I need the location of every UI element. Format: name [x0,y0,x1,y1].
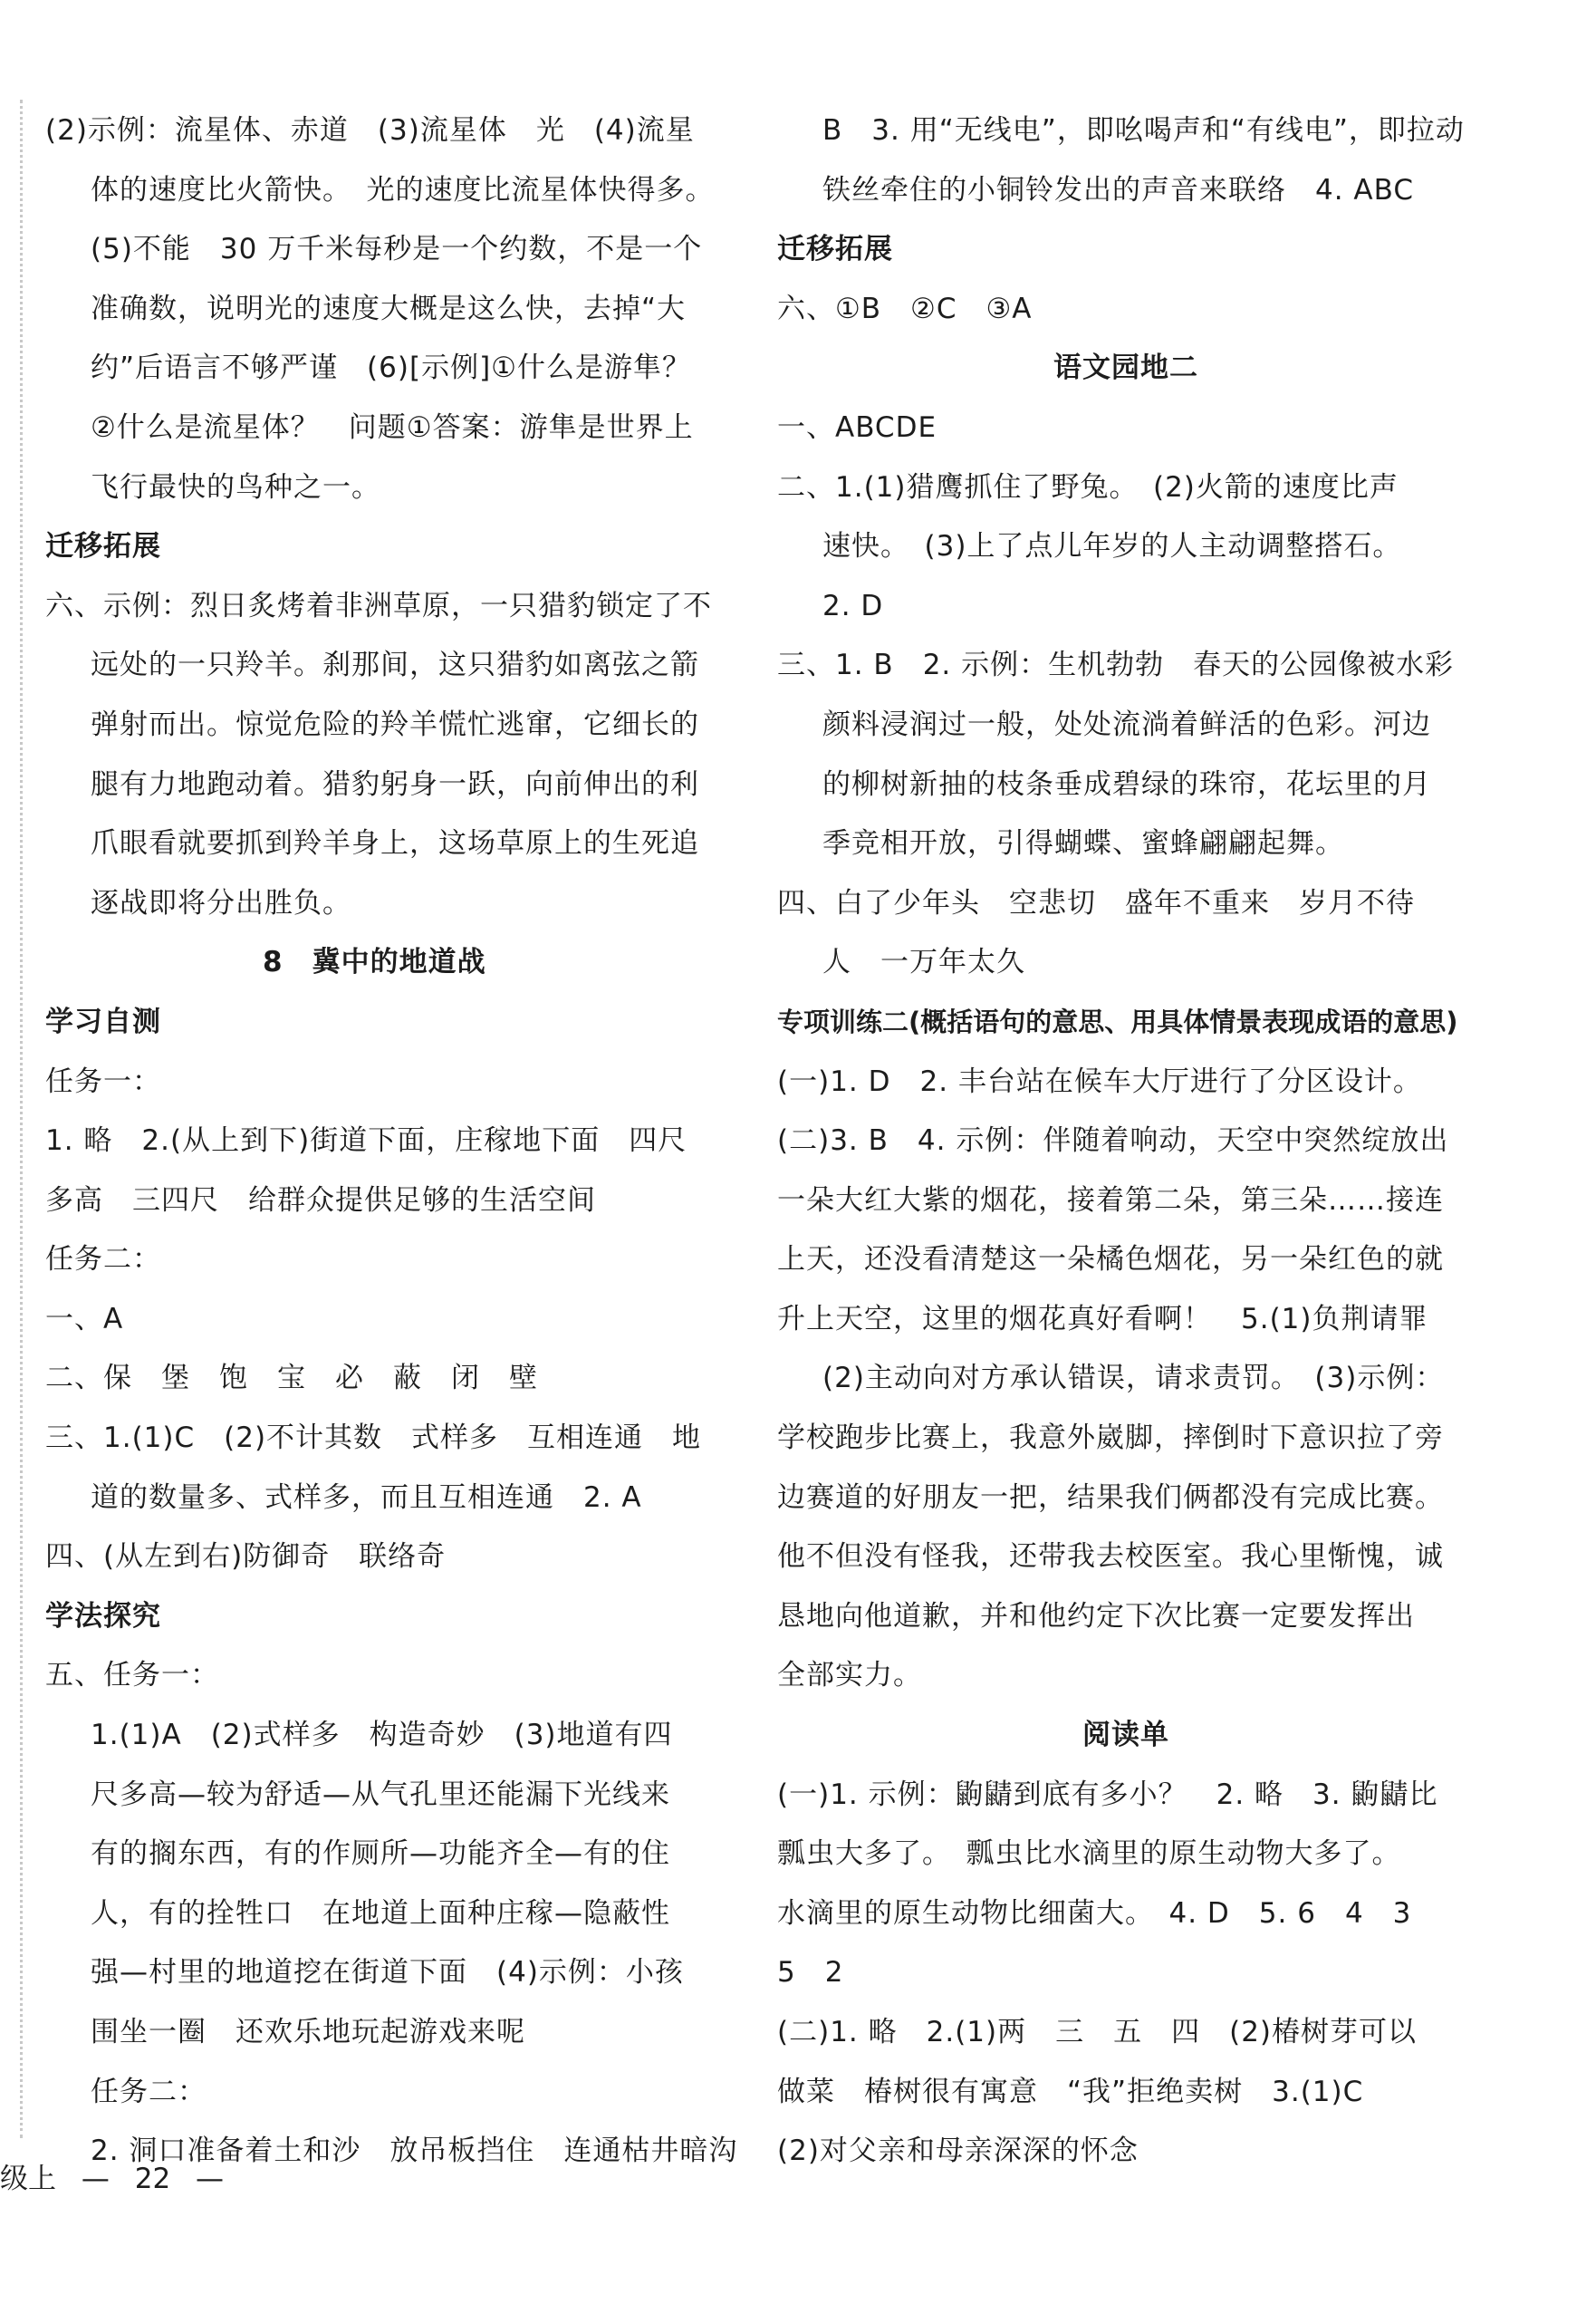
section-heading-transfer: 迁移拓展 [777,233,893,266]
text-line: 边赛道的好朋友一把，结果我们俩都没有完成比赛。 [777,1480,1444,1514]
page-footer [0,2152,240,2206]
text-line: 三、1. B 2. 示例：生机勃勃 春天的公园像被水彩 [777,649,1455,682]
text-line: 一、ABCDE [777,410,937,444]
text-line: 尺多高—较为舒适—从气孔里还能漏下光线来 [91,1778,670,1811]
text-line: 人 一万年太久 [822,946,1025,979]
text-line: 有的搁东西，有的作厕所—功能齐全—有的住 [91,1837,670,1871]
text-line: 五、任务一： [45,1659,219,1692]
text-line: 约”后语言不够严谨 (6)[示例]①什么是游隼？ [91,352,691,385]
text-line: 准确数，说明光的速度大概是这么快，去掉“大 [91,292,687,325]
text-line: (2)主动向对方承认错误，请求责罚。 (3)示例： [822,1362,1445,1395]
left-column [45,101,738,2182]
text-line: 升上天空，这里的烟花真好看啊！ 5.(1)负荆请罪 [777,1302,1428,1335]
text-line: 铁丝牵住的小铜铃发出的声音来联络 4. ABC [822,173,1415,207]
text-line: 四、白了少年头 空悲切 盛年不重来 岁月不待 [777,886,1415,920]
text-line: 四、(从左到右)防御奇 联络奇 [45,1540,447,1574]
text-line: 六、示例：烈日炙烤着非洲草原，一只猎豹锁定了不 [45,589,712,622]
text-line: (一)1. 示例：鼩鼱到底有多小？ 2. 略 3. 鼩鼱比 [777,1778,1438,1811]
text-line: 2. D [822,589,884,622]
section-heading-method: 学法探究 [45,1599,161,1633]
text-line: 他不但没有怪我，还带我去校医室。我心里惭愧，诚 [777,1540,1444,1574]
right-column [777,101,1475,2182]
text-line: 1. 略 2.(从上到下)街道下面，庄稼地下面 四尺 [45,1124,687,1158]
text-line: ②什么是流星体？ 问题①答案：游隼是世界上 [91,410,694,444]
text-line: 全部实力。 [777,1659,922,1692]
task-label: 任务二： [45,1243,161,1277]
page-number: 22 [134,2163,171,2195]
footer-dash: — [81,2163,110,2195]
text-line: 学校跑步比赛上，我意外崴脚，摔倒时下意识拉了旁 [777,1422,1444,1455]
text-line: 1.(1)A (2)式样多 构造奇妙 (3)地道有四 [91,1719,673,1752]
section-heading-transfer: 迁移拓展 [45,530,161,564]
text-line: 恳地向他道歉，并和他约定下次比赛一定要发挥出 [777,1599,1415,1633]
section-title-garden: 语文园地二 [1053,352,1198,385]
text-line: 六、①B ②C ③A [777,292,1033,325]
text-line: 季竞相开放，引得蝴蝶、蜜蜂翩翩起舞。 [822,827,1344,861]
text-line: (2)示例：流星体、赤道 (3)流星体 光 (4)流星 [45,114,695,147]
text-line: 围坐一圈 还欢乐地玩起游戏来呢 [91,2016,525,2048]
text-line: 水滴里的原生动物比细菌大。 4. D 5. 6 4 3 [777,1896,1412,1930]
text-line: 道的数量多、式样多，而且互相连通 2. A [91,1480,642,1514]
text-line: 二、1.(1)猎鹰抓住了野兔。 (2)火箭的速度比声 [777,470,1399,504]
task-label: 任务二： [91,2075,207,2108]
text-line: 飞行最快的鸟种之一。 [91,470,380,504]
text-line: 2. 洞口准备着土和沙 放吊板挡住 连通枯井暗沟 [91,2135,738,2168]
section-title-reading: 阅读单 [1082,1719,1169,1752]
text-line: 远处的一只羚羊。刹那间，这只猎豹如离弦之箭 [91,649,699,682]
section-heading-special-training: 专项训练二(概括语句的意思、用具体情景表现成语的意思) [777,1006,1458,1037]
text-line: 的柳树新抽的枝条垂成碧绿的珠帘，花坛里的月 [822,767,1431,801]
task-label: 任务一： [45,1065,161,1098]
text-line: 颜料浸润过一般，处处流淌着鲜活的色彩。河边 [822,708,1431,741]
text-line: 多高 三四尺 给群众提供足够的生活空间 [45,1183,596,1217]
text-line: 强—村里的地道挖在街道下面 (4)示例：小孩 [91,1956,684,1990]
text-line: 三、1.(1)C (2)不计其数 式样多 互相连通 地 [45,1422,702,1455]
text-line: 体的速度比火箭快。 光的速度比流星体快得多。 [91,173,715,207]
text-line: 上天，还没看清楚这一朵橘色烟花，另一朵红色的就 [777,1243,1444,1277]
text-line: 瓢虫大多了。 瓢虫比水滴里的原生动物大多了。 [777,1837,1401,1871]
text-line: 速快。 (3)上了点儿年岁的人主动调整搭石。 [822,530,1402,564]
text-line: 做菜 椿树很有寓意 “我”拒绝卖树 3.(1)C [777,2075,1364,2108]
text-line: 腿有力地跑动着。猎豹躬身一跃，向前伸出的利 [91,767,699,801]
text-line: 二、保 堡 饱 宝 必 蔽 闭 壁 [45,1362,538,1395]
lesson-title: 8 冀中的地道战 [263,946,486,979]
text-line: (二)1. 略 2.(1)两 三 五 四 (2)椿树芽可以 [777,2016,1418,2048]
text-line: B 3. 用“无线电”，即吆喝声和“有线电”，即拉动 [822,114,1465,147]
text-line: (一)1. D 2. 丰台站在候车大厅进行了分区设计。 [777,1065,1422,1098]
text-line: 弹射而出。惊觉危险的羚羊慌忙逃窜，它细长的 [91,708,699,741]
text-line: 5 2 [777,1956,844,1990]
binding-dotted-line [20,100,23,2138]
text-line: 爪眼看就要抓到羚羊身上，这场草原上的生死追 [91,827,699,861]
text-line: 人，有的拴牲口 在地道上面种庄稼—隐蔽性 [91,1896,670,1930]
text-line: 逐战即将分出胜负。 [91,886,351,920]
text-line: (二)3. B 4. 示例：伴随着响动，天空中突然绽放出 [777,1124,1449,1158]
footer-dash: — [196,2163,225,2195]
text-line: (2)对父亲和母亲深深的怀念 [777,2135,1139,2168]
grade-label: 级上 [0,2163,56,2195]
text-line: 一朵大红大紫的烟花，接着第二朵，第三朵……接连 [777,1183,1444,1217]
section-heading-self-test: 学习自测 [45,1005,161,1038]
text-line: 一、A [45,1302,124,1335]
text-line: (5)不能 30 万千米每秒是一个约数，不是一个 [91,233,703,266]
